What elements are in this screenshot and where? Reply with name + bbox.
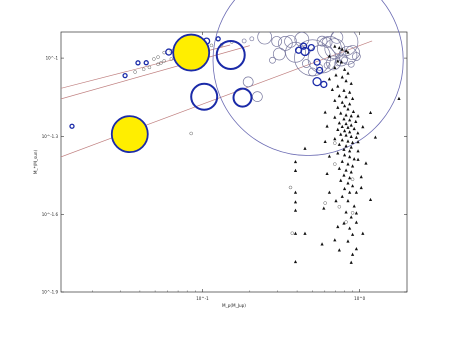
x-tick-label: 10^-1 (196, 296, 209, 301)
y-tick-label: 10^-1.6 (41, 212, 58, 218)
x-axis-label: M_p(M_Jup) (222, 303, 246, 308)
x-tick-label: 10^0 (354, 296, 366, 301)
y-tick-label: 10^-1.9 (41, 289, 58, 295)
highlight-point (112, 116, 148, 152)
y-axis-label: M_*(M_sun) (33, 149, 38, 175)
y-tick-label: 10^-1.3 (41, 133, 58, 139)
y-tick-label: 10^-1 (45, 55, 58, 61)
highlight-point (173, 35, 209, 71)
plot-frame (61, 32, 407, 292)
